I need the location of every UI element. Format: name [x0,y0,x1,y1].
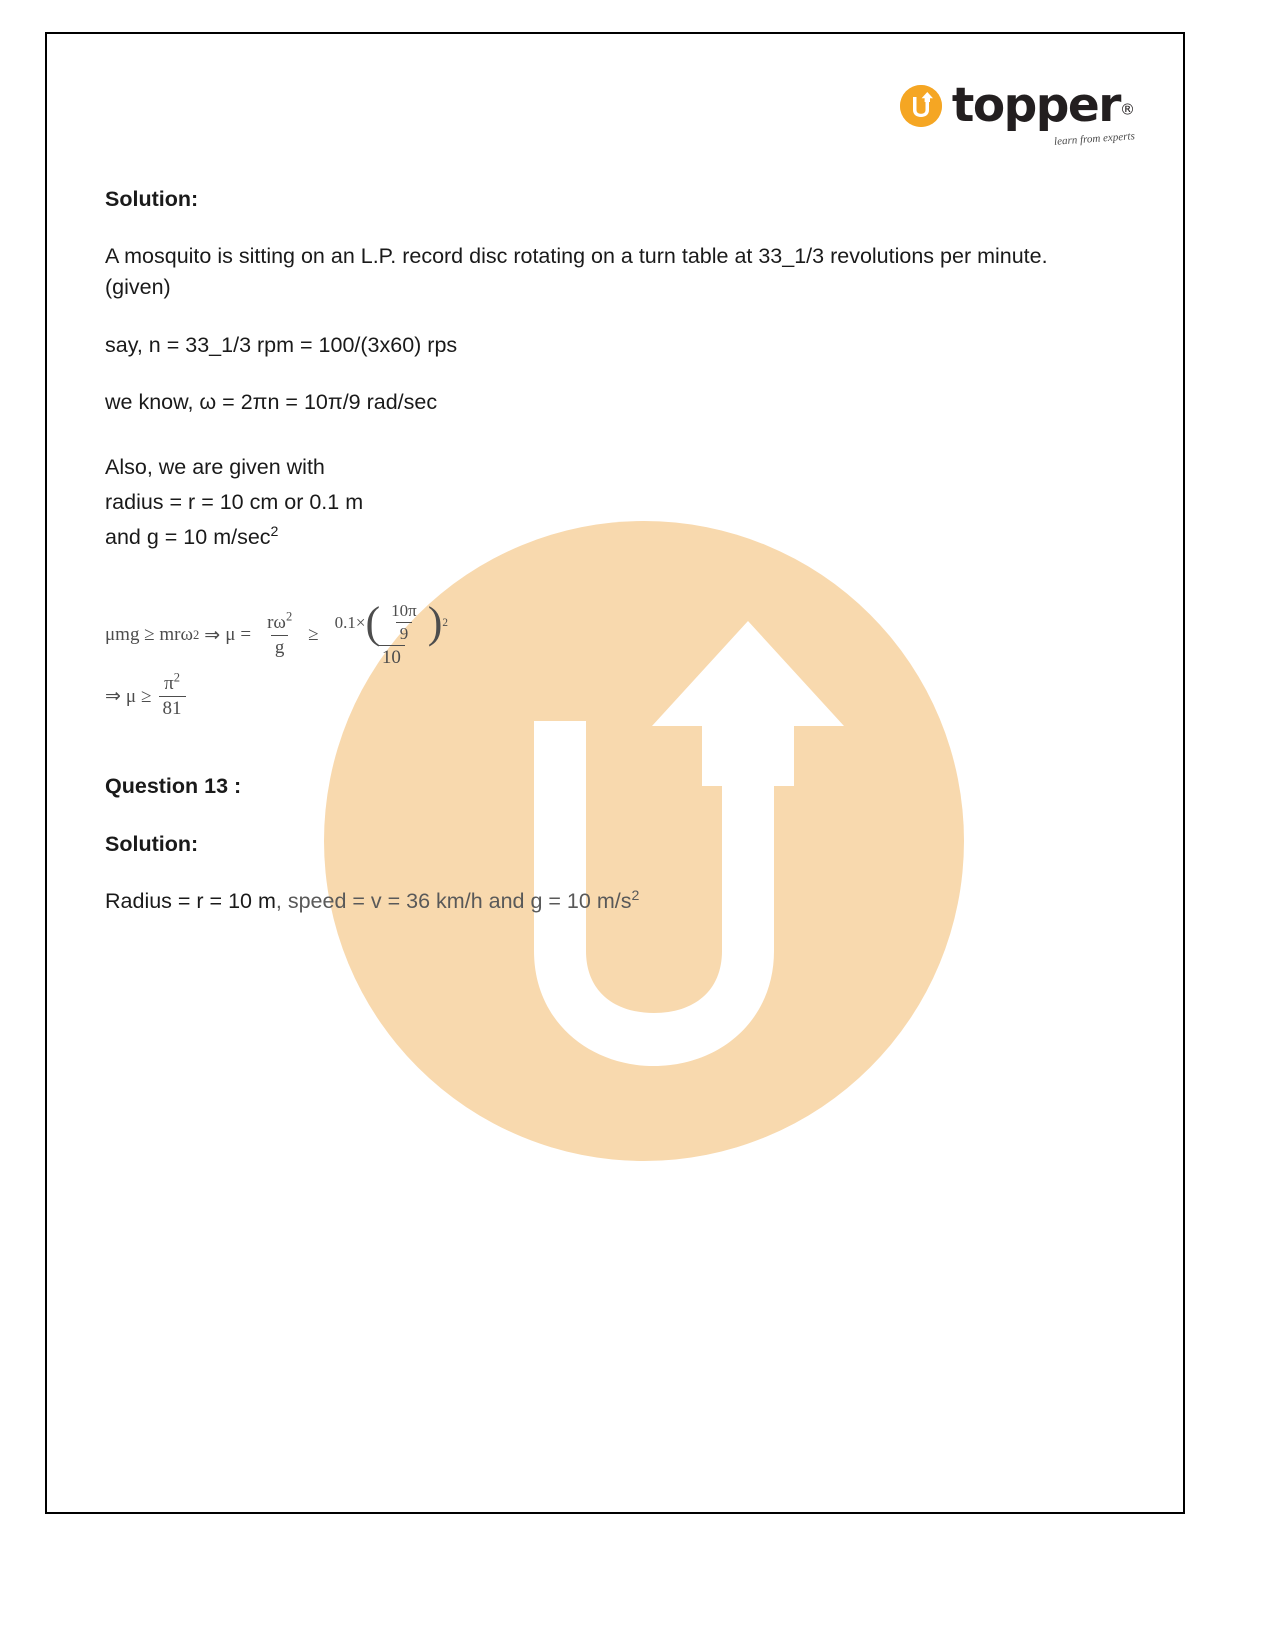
eq1-frac1-numerator: $r\omega^2$ [267,609,293,633]
eq1-frac2-numerator: 0.1× ( $\frac{10\pi}{9}$ ) 2 [334,598,449,648]
eq1-mu: μ [225,624,236,646]
left-paren: ( [365,598,381,648]
equation-line-1: μmg ≥ mrω 2 ⇒ μ = $\frac{r\omega^2}{g}$ ≥ 0.1× ( $\frac{10\pi}{9}$ ) 2 10 [105,601,459,669]
given-line-3-text: and g = 10 m/sec [105,525,271,550]
eq1-geq: ≥ [308,624,319,646]
speed-gravity-text: , speed = v = 36 km/h and g = 10 m/s [275,888,632,913]
right-paren: ) [427,598,443,648]
eq2-geq: ≥ [141,685,152,707]
eq2-denominator: 81 [159,696,186,720]
given-line-3-exponent: 2 [270,524,279,541]
friction-derivation-equation [105,591,1105,731]
eq1-inner-denominator: 9 [396,622,413,644]
question-13-given-line [105,886,1105,917]
eq2-implies: ⇒ [105,686,121,708]
solution-heading-2: Solution: [105,831,199,856]
eq1-inner-numerator: 10π [391,601,417,621]
document-body [105,184,1105,943]
eq1-lhs: μmg ≥ mrω [105,624,194,646]
logo-wordmark: topper [951,78,1120,133]
logo-mark-icon [900,85,942,127]
rpm-conversion-line: say, n = 33_1/3 rpm = 100/(3x60) rps [105,332,458,357]
eq1-fraction-1 [263,609,296,659]
topper-logo [900,78,1136,148]
eq1-equals: = [240,624,252,646]
logo-tagline: learn from experts [1053,130,1136,148]
eq1-coefficient: 0.1× [334,612,366,632]
eq2-mu: μ [125,685,137,707]
intro-paragraph: A mosquito is sitting on an L.P. record disc rotating on a turn table at 33_1/3 revolutions per minute. (given) [105,244,1048,300]
given-line-3 [105,522,1105,553]
radius-text: Radius = r = 10 m [105,888,276,913]
eq2-fraction [159,673,186,720]
eq1-frac2-denominator: 10 [378,645,405,669]
question-13-heading: Question 13 : [105,774,242,799]
eq1-frac1-denominator: g [271,635,289,659]
logo-registered-mark: ® [1120,100,1135,119]
equation-line-2 [105,673,193,720]
eq1-inner-fraction [387,601,421,644]
document-page [45,32,1185,1514]
solution-heading-1: Solution: [105,187,199,211]
eq2-numerator: $\pi^2$ [164,671,180,695]
speed-gravity-exponent: 2 [631,887,640,904]
given-line-2: radius = r = 10 cm or 0.1 m [105,490,364,515]
eq1-implies: ⇒ [204,624,221,646]
eq1-fraction-2 [331,598,452,669]
angular-velocity-line: we know, ω = 2πn = 10π/9 rad/sec [105,389,438,414]
given-line-1: Also, we are given with [105,454,325,479]
